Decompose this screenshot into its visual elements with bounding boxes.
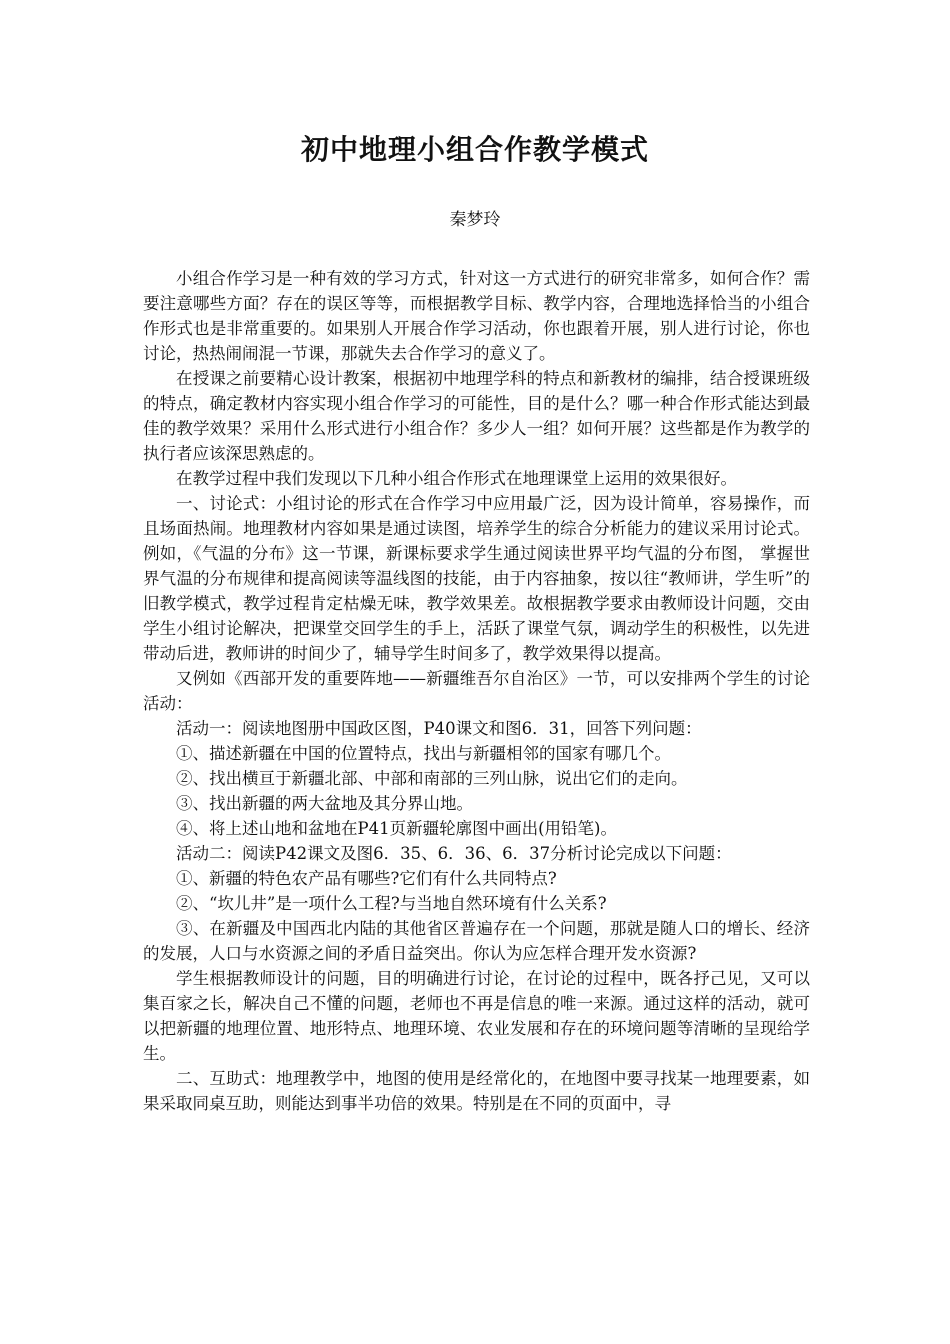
activity-one-heading: 活动一：阅读地图册中国政区图，P40课文和图6．31，回答下列问题： xyxy=(176,719,702,738)
paragraph-example-xinjiang: 又例如《西部开发的重要阵地——新疆维吾尔自治区》一节，可以安排两个学生的讨论活动： xyxy=(143,669,810,713)
activity-two-item: ③、在新疆及中国西北内陆的其他省区普遍存在一个问题，那就是随人口的增长、经济的发展，人口与水资源之间的矛盾日益突出。你认为应怎样合理开发水资源? xyxy=(143,919,810,963)
paragraph-discussion-result: 学生根据教师设计的问题，目的明确进行讨论，在讨论的过程中，既各抒己见，又可以集百家之长，解决自己不懂的问题，老师也不再是信息的唯一来源。通过这样的活动，就可以把新疆的地理位置、地形特点、地理环境、农业发展和存在的环境问题等清晰的呈现给学生。 xyxy=(143,969,810,1063)
activity-one-item: ③、找出新疆的两大盆地及其分界山地。 xyxy=(176,794,473,813)
activity-one-item: ④、将上述山地和盆地在P41页新疆轮廓图中画出(用铅笔)。 xyxy=(176,819,617,838)
activity-one-item: ①、描述新疆在中国的位置特点，找出与新疆相邻的国家有哪几个。 xyxy=(176,744,671,763)
activity-two-item: ②、“坎儿井”是一项什么工程?与当地自然环境有什么关系? xyxy=(176,894,607,913)
paragraph-forms-intro: 在教学过程中我们发现以下几种小组合作形式在地理课堂上运用的效果很好。 xyxy=(176,469,737,488)
document-body xyxy=(143,266,810,1116)
activity-two-heading: 活动二：阅读P42课文及图6．35、6．36、6．37分析讨论完成以下问题： xyxy=(176,844,732,863)
paragraph-preparation: 在授课之前要精心设计教案，根据初中地理学科的特点和新教材的编排，结合授课班级的特点，确定教材内容实现小组合作学习的可能性，目的是什么？哪一种合作形式能达到最佳的教学效果？采用什么形式进行小组合作？多少人一组？如何开展？这些都是作为教学的执行者应该深思熟虑的。 xyxy=(143,369,810,463)
author-name: 秦梦玲 xyxy=(449,210,501,230)
paragraph-discussion-method: 一、讨论式：小组讨论的形式在合作学习中应用最广泛，因为设计简单，容易操作，而且场面热闹。地理教材内容如果是通过读图，培养学生的综合分析能力的建议采用讨论式。例如，《气温的分布》这一节课，新课标要求学生通过阅读世界平均气温的分布图， 掌握世界气温的分布规律和提高阅读等温线图的技能，由于内容抽象，按以往“教师讲，学生听”的旧教学模式，教学过程肯定枯燥无味，教学效果差。故根据教学要求由教师设计问题，交由学生小组讨论解决，把课堂交回学生的手上，活跃了课堂气氛，调动学生的积极性，以先进带动后进，教师讲的时间少了，辅导学生时间多了，教学效果得以提高。 xyxy=(143,494,810,663)
paragraph-intro: 小组合作学习是一种有效的学习方式，针对这一方式进行的研究非常多，如何合作？需要注意哪些方面？存在的误区等等，而根据教学目标、教学内容，合理地选择恰当的小组合作形式也是非常重要的。如果别人开展合作学习活动，你也跟着开展，别人进行讨论，你也讨论，热热闹闹混一节课，那就失去合作学习的意义了。 xyxy=(143,269,810,363)
paragraph-mutual-aid-method: 二、互助式：地理教学中，地图的使用是经常化的，在地图中要寻找某一地理要素，如果采取同桌互助，则能达到事半功倍的效果。特别是在不同的页面中，寻 xyxy=(143,1069,810,1113)
activity-one-item: ②、找出横亘于新疆北部、中部和南部的三列山脉，说出它们的走向。 xyxy=(176,769,688,788)
document-title: 初中地理小组合作教学模式 xyxy=(300,133,649,166)
activity-two-item: ①、新疆的特色农产品有哪些?它们有什么共同特点? xyxy=(176,869,557,888)
